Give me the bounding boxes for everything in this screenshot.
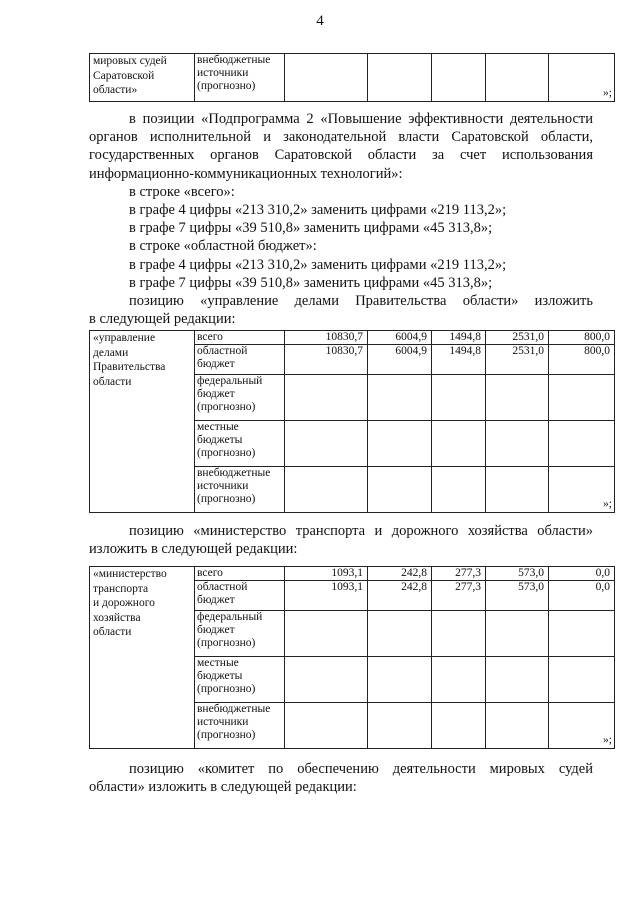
paragraph-line: позицию «комитет по обеспечению деятельности мировых судей (129, 761, 593, 777)
value-cell: 6004,9 (368, 345, 432, 375)
source-line: бюджет (197, 358, 235, 370)
top-table-source-line: (прогнозно) (197, 80, 256, 92)
value-cell (486, 703, 549, 749)
paragraph-line: позицию «министерство транспорта и дорожного хозяйства области» (129, 523, 593, 539)
text-block-2 (89, 522, 593, 558)
value-cell (285, 421, 368, 467)
table-cell (486, 54, 549, 102)
value-cell (432, 657, 486, 703)
source-line: источники (197, 716, 249, 728)
paragraph-line: в графе 4 цифры «213 310,2» заменить цифрами «219 113,2»; (129, 202, 507, 219)
value-cell: 1494,8 (432, 345, 486, 375)
value-cell (285, 467, 368, 513)
paragraph-line: изложить в следующей редакции: (89, 541, 298, 558)
value-cell (285, 611, 368, 657)
value-cell: 1093,1 (285, 567, 368, 581)
value-cell: 10830,7 (285, 345, 368, 375)
source-line: (прогнозно) (197, 493, 256, 505)
source-cell (195, 331, 285, 345)
text-block-3 (89, 760, 593, 796)
value-cell (285, 375, 368, 421)
value-cell (486, 467, 549, 513)
page-number: 4 (316, 13, 324, 29)
table-upravlenie-delami (89, 330, 615, 513)
source-line: бюджет (197, 388, 235, 400)
source-line: (прогнозно) (197, 447, 256, 459)
source-cell (195, 657, 285, 703)
top-table-name-cell (90, 54, 195, 102)
top-table-name-line: Саратовской (93, 69, 155, 82)
paragraph-line: в графе 7 цифры «39 510,8» заменить цифрами «45 313,8»; (129, 274, 493, 291)
value-cell (432, 375, 486, 421)
source-cell (195, 611, 285, 657)
paragraph-line: в строке «областной бюджет»: (129, 238, 317, 255)
value-cell: 0,0 (549, 567, 615, 581)
value-cell: 2531,0 (486, 331, 549, 345)
value-cell (368, 375, 432, 421)
paragraph-line: в строке «всего»: (129, 183, 235, 200)
entity-name-line: «управление (93, 332, 156, 344)
source-cell (195, 467, 285, 513)
paragraph-line: позицию «управление делами Правительства области» изложить (129, 293, 593, 310)
top-table-source-line: внебюджетные (197, 54, 271, 66)
source-line: бюджеты (197, 670, 243, 682)
entity-name-line: «министерство (93, 568, 167, 580)
value-cell (368, 421, 432, 467)
value-cell (549, 703, 615, 749)
table-cell (432, 54, 486, 102)
entity-name-line: хозяйства (93, 611, 141, 624)
value-cell (368, 467, 432, 513)
source-line: (прогнозно) (197, 637, 256, 649)
value-cell (285, 657, 368, 703)
value-cell: 242,8 (368, 581, 432, 611)
source-line: бюджет (197, 624, 235, 636)
source-line: внебюджетные (197, 703, 271, 715)
paragraph-line: в графе 7 цифры «39 510,8» заменить цифрами «45 313,8»; (129, 220, 493, 237)
table-cell (285, 54, 368, 102)
source-line: областной (197, 345, 248, 357)
source-cell (195, 703, 285, 749)
value-cell (432, 703, 486, 749)
top-table-fragment (89, 53, 615, 102)
paragraph-line: в позиции «Подпрограмма 2 «Повышение эффективности деятельности (129, 111, 593, 127)
paragraph-line: информационно-коммуникационных технологий»: (89, 165, 403, 182)
value-cell: 1093,1 (285, 581, 368, 611)
table-cell (368, 54, 432, 102)
entity-name-line: делами (93, 346, 129, 359)
closing-quote: »; (603, 498, 612, 510)
value-cell (486, 611, 549, 657)
source-line: бюджеты (197, 434, 243, 446)
value-cell (549, 467, 615, 513)
source-line: внебюджетные (197, 467, 271, 479)
value-cell (285, 703, 368, 749)
source-line: федеральный (197, 375, 263, 387)
source-line: бюджет (197, 594, 235, 606)
value-cell: 10830,7 (285, 331, 368, 345)
value-cell (486, 421, 549, 467)
paragraph-line: в графе 4 цифры «213 310,2» заменить цифрами «219 113,2»; (129, 256, 507, 273)
entity-name-line: Правительства (93, 361, 166, 373)
entity-name-line: и дорожного (93, 597, 155, 609)
source-line: (прогнозно) (197, 729, 256, 741)
value-cell: 0,0 (549, 581, 615, 611)
value-cell (432, 467, 486, 513)
value-cell (368, 611, 432, 657)
value-cell: 277,3 (432, 581, 486, 611)
paragraph-line: в следующей редакции: (89, 311, 236, 328)
source-cell (195, 567, 285, 581)
source-line: источники (197, 480, 249, 492)
value-cell (368, 703, 432, 749)
value-cell (368, 657, 432, 703)
entity-name-cell (90, 567, 195, 749)
value-cell (486, 657, 549, 703)
paragraph-line: органов исполнительной и законодательной власти Саратовской области, (89, 129, 593, 146)
value-cell: 277,3 (432, 567, 486, 581)
value-cell: 6004,9 (368, 331, 432, 345)
top-table-name-line: мировых судей (93, 55, 167, 67)
source-line: (прогнозно) (197, 401, 256, 413)
text-block-1 (89, 110, 593, 328)
source-line: местные (197, 421, 239, 433)
source-line: областной (197, 581, 248, 593)
table-ministerstvo-transporta (89, 566, 615, 749)
value-cell: 573,0 (486, 567, 549, 581)
entity-name-line: области (93, 375, 132, 388)
source-cell (195, 375, 285, 421)
table-cell (549, 54, 615, 102)
value-cell: 573,0 (486, 581, 549, 611)
source-line: всего (197, 331, 223, 343)
paragraph-line: государственных органов Саратовской области за счет использования (89, 147, 593, 164)
entity-name-line: области (93, 626, 132, 638)
source-line: всего (197, 567, 223, 579)
value-cell (549, 421, 615, 467)
value-cell: 242,8 (368, 567, 432, 581)
source-line: местные (197, 657, 239, 669)
value-cell (432, 421, 486, 467)
top-table-source-cell (195, 54, 285, 102)
closing-quote: »; (603, 734, 612, 746)
paragraph-line: области» изложить в следующей редакции: (89, 779, 357, 796)
value-cell: 2531,0 (486, 345, 549, 375)
value-cell: 800,0 (549, 331, 615, 345)
source-cell (195, 345, 285, 375)
value-cell (549, 657, 615, 703)
entity-name-line: транспорта (93, 582, 149, 595)
top-table-name-line: области» (93, 84, 138, 96)
value-cell: 800,0 (549, 345, 615, 375)
value-cell (432, 611, 486, 657)
source-line: федеральный (197, 611, 263, 623)
top-table-source-line: источники (197, 67, 249, 79)
source-line: (прогнозно) (197, 683, 256, 695)
entity-name-cell (90, 331, 195, 513)
value-cell: 1494,8 (432, 331, 486, 345)
value-cell (549, 375, 615, 421)
source-cell (195, 421, 285, 467)
value-cell (549, 611, 615, 657)
value-cell (486, 375, 549, 421)
closing-quote: »; (603, 87, 612, 99)
source-cell (195, 581, 285, 611)
